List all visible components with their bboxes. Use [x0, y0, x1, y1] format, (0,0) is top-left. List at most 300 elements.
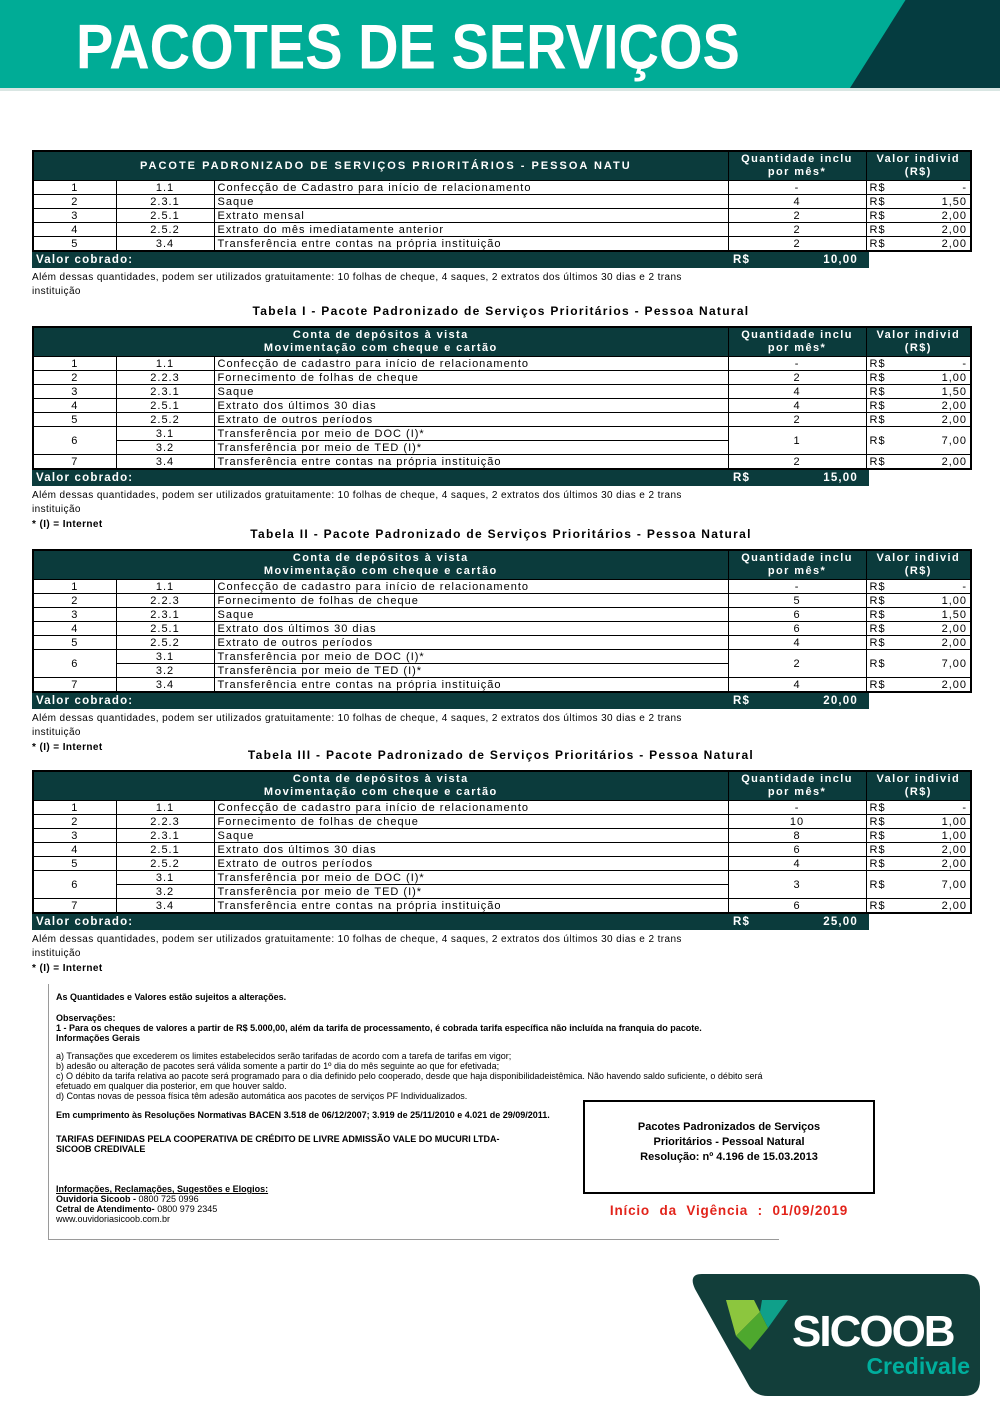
quantity-value: 2	[728, 650, 866, 678]
quantity-value: 2	[728, 371, 866, 385]
service-description: Transferência por meio de TED (I)*	[214, 664, 728, 678]
service-code: 2.3.1	[116, 608, 214, 622]
amount: 2,00	[941, 455, 968, 468]
resolution-box	[583, 1100, 875, 1194]
quantity-value: -	[728, 357, 866, 371]
service-code: 2.2.3	[116, 594, 214, 608]
service-code: 3.4	[116, 237, 214, 252]
valor-cobrado-bar	[32, 693, 869, 709]
table-row	[33, 594, 971, 608]
currency-symbol: R$	[869, 636, 886, 649]
valor-cobrado-label: Valor cobrado:	[36, 254, 134, 266]
unit-value	[866, 357, 971, 371]
service-description: Extrato dos últimos 30 dias	[214, 622, 728, 636]
amount: 2,00	[941, 843, 968, 856]
valor-cobrado-label: Valor cobrado:	[36, 472, 134, 484]
amount: 7,00	[941, 434, 968, 447]
currency-symbol: R$	[869, 181, 886, 194]
row-number: 7	[33, 899, 116, 914]
currency-symbol: R$	[869, 657, 886, 670]
service-code: 3.1	[116, 427, 214, 441]
footer-obs-title: Observações:	[56, 1013, 116, 1023]
table-row	[33, 622, 971, 636]
amount: 2,00	[941, 413, 968, 426]
unit-value	[866, 399, 971, 413]
unit-value	[866, 899, 971, 914]
valor-cobrado-label: Valor cobrado:	[36, 916, 134, 928]
header-line: Valor individ	[876, 152, 961, 165]
table-section-tabela-2	[32, 527, 970, 755]
table-header-row	[33, 771, 971, 801]
header-line: Quantidade inclu	[741, 328, 853, 341]
table-row	[33, 357, 971, 371]
service-description: Fornecimento de folhas de cheque	[214, 815, 728, 829]
currency-symbol: R$	[869, 622, 886, 635]
table-row	[33, 801, 971, 815]
service-description: Saque	[214, 829, 728, 843]
footer-contact-title: Informações, Reclamações, Sugestões e Elogios:	[56, 1184, 269, 1194]
currency-symbol: R$	[869, 195, 886, 208]
unit-value	[866, 829, 971, 843]
row-number: 7	[33, 678, 116, 693]
table-section-tabela-1	[32, 304, 970, 532]
table-row	[33, 223, 971, 237]
service-description: Extrato dos últimos 30 dias	[214, 399, 728, 413]
table-row	[33, 580, 971, 594]
row-number: 4	[33, 843, 116, 857]
table-row	[33, 427, 971, 441]
footer-tarifas-1: TARIFAS DEFINIDAS PELA COOPERATIVA DE CRÉDITO DE LIVRE ADMISSÃO VALE DO MUCURI LTDA-	[56, 1134, 500, 1144]
table-row	[33, 857, 971, 871]
unit-value	[866, 580, 971, 594]
amount: 2,00	[941, 636, 968, 649]
unit-value	[866, 636, 971, 650]
footer-item-a: a) Transações que excederem os limites estabelecidos serão tarifadas de acordo com a tarefa de tarifas em vigor;	[56, 1051, 512, 1061]
table-header-row	[33, 550, 971, 580]
table-row	[33, 385, 971, 399]
tariff-table	[32, 549, 972, 693]
quantity-value: 6	[728, 622, 866, 636]
unit-value	[866, 223, 971, 237]
row-number: 5	[33, 636, 116, 650]
service-code: 2.5.2	[116, 857, 214, 871]
row-number: 3	[33, 829, 116, 843]
quantity-value: 2	[728, 413, 866, 427]
currency-symbol: R$	[869, 815, 886, 828]
header-line: (R$)	[904, 166, 932, 178]
row-number: 2	[33, 815, 116, 829]
table-header-title	[33, 771, 728, 801]
unit-value	[866, 237, 971, 252]
currency-symbol: R$	[869, 223, 886, 236]
footer-item-c-cont: efetuado em qualquer dia posterior, em que houver saldo.	[56, 1081, 287, 1091]
table-title: Tabela III - Pacote Padronizado de Serviços Prioritários - Pessoa Natural	[247, 748, 755, 762]
amount: 1,00	[941, 371, 968, 384]
table-note: instituição	[32, 285, 81, 297]
footer-website: www.ouvidoriasicoob.com.br	[56, 1214, 171, 1224]
unit-value	[866, 371, 971, 385]
unit-value	[866, 209, 971, 223]
ouvidoria-phone: 0800 725 0996	[138, 1194, 199, 1204]
row-number: 6	[33, 650, 116, 678]
service-code: 3.2	[116, 441, 214, 455]
header-line: Valor individ	[876, 772, 961, 785]
table-section-summary	[32, 150, 970, 298]
row-number: 1	[33, 580, 116, 594]
valor-cobrado-amount: 10,00	[823, 254, 858, 266]
service-code: 2.5.2	[116, 413, 214, 427]
service-code: 2.5.1	[116, 622, 214, 636]
vigencia-text: Início da Vigência : 01/09/2019	[609, 1203, 849, 1218]
service-description: Saque	[214, 385, 728, 399]
service-description: Transferência por meio de DOC (I)*	[214, 650, 728, 664]
row-number: 7	[33, 455, 116, 470]
resolution-line-3: Resolução: nº 4.196 de 15.03.2013	[640, 1151, 818, 1163]
page-banner	[0, 0, 1000, 88]
service-code: 3.4	[116, 678, 214, 693]
currency-symbol: R$	[869, 843, 886, 856]
header-line: (R$)	[904, 342, 932, 354]
quantity-value: 5	[728, 594, 866, 608]
logo-brand-text: SICOOB	[792, 1307, 954, 1356]
service-description: Confecção de Cadastro para início de relacionamento	[214, 181, 728, 195]
row-number: 6	[33, 427, 116, 455]
footer-item-d: d) Contas novas de pessoa física têm adesão automática aos pacotes de serviços PF Individualizados.	[56, 1091, 468, 1101]
unit-value	[866, 843, 971, 857]
header-line: por mês*	[767, 565, 827, 577]
header-line: (R$)	[904, 565, 932, 577]
row-number: 1	[33, 181, 116, 195]
unit-value	[866, 181, 971, 195]
service-description: Transferência por meio de DOC (I)*	[214, 871, 728, 885]
header-line: Conta de depósitos à vista	[292, 551, 469, 564]
header-line: Conta de depósitos à vista	[292, 772, 469, 785]
quantity-column-header	[728, 550, 866, 580]
unit-value	[866, 857, 971, 871]
table-note: Além dessas quantidades, podem ser utilizados gratuitamente: 10 folhas de cheque, 4 saques, 2 extratos dos últimos 30 dias e 2 trans	[32, 272, 682, 283]
amount: 1,50	[941, 385, 968, 398]
header-line: Valor individ	[876, 551, 961, 564]
quantity-value: 4	[728, 385, 866, 399]
tariff-table	[32, 326, 972, 470]
banner-underline	[0, 88, 1000, 91]
sicoob-credivale-logo	[686, 1270, 984, 1402]
amount: 7,00	[941, 878, 968, 891]
header-line: Quantidade inclu	[741, 551, 853, 564]
header-line: (R$)	[904, 786, 932, 798]
header-line: por mês*	[767, 786, 827, 798]
footer-subject: As Quantidades e Valores estão sujeitos a alterações.	[56, 992, 287, 1002]
table-row	[33, 399, 971, 413]
currency-symbol: R$	[869, 899, 886, 912]
service-code: 2.2.3	[116, 815, 214, 829]
table-header-title	[33, 550, 728, 580]
currency-symbol: R$	[869, 801, 886, 814]
amount: -	[962, 357, 968, 370]
footer-bacen: Em cumprimento às Resoluções Normativas BACEN 3.518 de 06/12/2007; 3.919 de 25/11/2010 e 4.021 de 29/09/2011.	[56, 1110, 550, 1120]
table-note: instituição	[32, 503, 81, 515]
quantity-value: 6	[728, 608, 866, 622]
footer-item-c: c) O débito da tarifa relativa ao pacote será programado para o dia definido pelo cooperado, desde que haja disponibilidadeistêmica. Não havendo saldo suficiente, o débito será	[56, 1071, 763, 1081]
quantity-value: 4	[728, 399, 866, 413]
currency-symbol: R$	[869, 413, 886, 426]
quantity-value: 1	[728, 427, 866, 455]
internet-note: * (I) = Internet	[32, 742, 103, 753]
currency-symbol: R$	[869, 434, 886, 447]
service-code: 2.3.1	[116, 195, 214, 209]
table-row	[33, 843, 971, 857]
amount: 2,00	[941, 622, 968, 635]
footer-obs-1: 1 - Para os cheques de valores a partir de R$ 5.000,00, além da tarifa de processamento, é cobrada tarifa específica não incluída na franquia do pacote.	[56, 1023, 702, 1033]
quantity-value: 2	[728, 237, 866, 252]
header-line: Movimentação com cheque e cartão	[263, 565, 498, 577]
valor-cobrado-bar	[32, 252, 869, 268]
row-number: 5	[33, 857, 116, 871]
unit-value	[866, 608, 971, 622]
table-row	[33, 636, 971, 650]
table-note: instituição	[32, 726, 81, 738]
row-number: 2	[33, 371, 116, 385]
value-column-header	[866, 550, 971, 580]
currency-symbol: R$	[869, 209, 886, 222]
row-number: 4	[33, 399, 116, 413]
table-row	[33, 650, 971, 664]
service-code: 1.1	[116, 357, 214, 371]
central-phone: 0800 979 2345	[157, 1204, 218, 1214]
footer-tarifas-2: SICOOB CREDIVALE	[56, 1144, 146, 1154]
table-row	[33, 195, 971, 209]
currency-symbol: R$	[869, 608, 886, 621]
service-code: 1.1	[116, 580, 214, 594]
service-description: Fornecimento de folhas de cheque	[214, 594, 728, 608]
service-code: 3.2	[116, 885, 214, 899]
currency-symbol: R$	[869, 829, 886, 842]
currency-symbol: R$	[869, 385, 886, 398]
table-row	[33, 678, 971, 693]
row-number: 2	[33, 195, 116, 209]
quantity-value: 10	[728, 815, 866, 829]
row-number: 1	[33, 801, 116, 815]
service-description: Transferência entre contas na própria instituição	[214, 455, 728, 470]
header-line: por mês*	[767, 342, 827, 354]
header-line: PACOTE PADRONIZADO DE SERVIÇOS PRIORITÁRIOS - PESSOA NATU	[140, 160, 632, 172]
valor-cobrado-currency: R$	[733, 472, 751, 484]
table-header-row	[33, 327, 971, 357]
value-column-header	[866, 327, 971, 357]
header-line: Movimentação com cheque e cartão	[263, 342, 498, 354]
valor-cobrado-label: Valor cobrado:	[36, 695, 134, 707]
footer-item-b: b) adesão ou alteração de pacotes será válida somente a partir do 1º dia do mês seguinte ao que for efetivada;	[56, 1061, 500, 1071]
service-code: 2.5.1	[116, 399, 214, 413]
quantity-value: 4	[728, 678, 866, 693]
table-header-title	[33, 151, 728, 181]
amount: -	[962, 181, 967, 194]
amount: 2,00	[941, 399, 968, 412]
amount: -	[962, 580, 968, 593]
valor-cobrado-amount: 15,00	[823, 472, 858, 484]
service-description: Fornecimento de folhas de cheque	[214, 371, 728, 385]
service-description: Saque	[214, 195, 728, 209]
header-line: Conta de depósitos à vista	[292, 328, 469, 341]
table-row	[33, 455, 971, 470]
unit-value	[866, 678, 971, 693]
currency-symbol: R$	[869, 580, 886, 593]
value-column-header	[866, 151, 971, 181]
unit-value	[866, 427, 971, 455]
service-code: 2.5.1	[116, 209, 214, 223]
unit-value	[866, 801, 971, 815]
logo-sub-brand-text: Credivale	[866, 1353, 970, 1379]
service-code: 3.4	[116, 899, 214, 914]
currency-symbol: R$	[869, 357, 886, 370]
unit-value	[866, 455, 971, 470]
row-number: 6	[33, 871, 116, 899]
currency-symbol: R$	[869, 878, 886, 891]
service-code: 2.5.2	[116, 636, 214, 650]
unit-value	[866, 815, 971, 829]
amount: 2,00	[941, 209, 967, 222]
valor-cobrado-bar	[32, 914, 869, 930]
table-header-title	[33, 327, 728, 357]
service-code: 2.5.1	[116, 843, 214, 857]
row-number: 2	[33, 594, 116, 608]
service-description: Extrato de outros períodos	[214, 413, 728, 427]
table-note: Além dessas quantidades, podem ser utilizados gratuitamente: 10 folhas de cheque, 4 saques, 2 extratos dos últimos 30 dias e 2 trans	[32, 490, 682, 501]
row-number: 5	[33, 237, 116, 252]
unit-value	[866, 871, 971, 899]
service-code: 3.4	[116, 455, 214, 470]
amount: 2,00	[941, 899, 968, 912]
central-label: Cetral de Atendimento-	[56, 1204, 158, 1214]
quantity-value: 4	[728, 195, 866, 209]
header-line: Movimentação com cheque e cartão	[263, 786, 498, 798]
table-row	[33, 815, 971, 829]
service-description: Transferência por meio de DOC (I)*	[214, 427, 728, 441]
service-description: Extrato dos últimos 30 dias	[214, 843, 728, 857]
table-row	[33, 181, 971, 195]
service-description: Extrato de outros períodos	[214, 857, 728, 871]
amount: 1,00	[941, 815, 968, 828]
service-description: Extrato mensal	[214, 209, 728, 223]
table-title: Tabela I - Pacote Padronizado de Serviços Prioritários - Pessoa Natural	[252, 304, 750, 318]
unit-value	[866, 594, 971, 608]
valor-cobrado-amount: 25,00	[823, 916, 858, 928]
currency-symbol: R$	[869, 857, 886, 870]
tariff-table	[32, 150, 972, 252]
unit-value	[866, 385, 971, 399]
table-header-row	[33, 151, 971, 181]
internet-note: * (I) = Internet	[32, 963, 103, 974]
quantity-value: 2	[728, 455, 866, 470]
amount: 1,00	[941, 594, 968, 607]
header-line: por mês*	[767, 166, 827, 178]
resolution-line-1: Pacotes Padronizados de Serviços	[637, 1121, 821, 1133]
service-description: Confecção de cadastro para início de relacionamento	[214, 357, 728, 371]
currency-symbol: R$	[869, 594, 886, 607]
ouvidoria-label: Ouvidoria Sicoob -	[56, 1194, 139, 1204]
service-description: Saque	[214, 608, 728, 622]
service-description: Extrato do mês imediatamente anterior	[214, 223, 728, 237]
amount: 2,00	[941, 678, 968, 691]
service-code: 3.1	[116, 650, 214, 664]
quantity-value: -	[728, 801, 866, 815]
amount: -	[962, 801, 968, 814]
row-number: 3	[33, 209, 116, 223]
service-description: Extrato de outros períodos	[214, 636, 728, 650]
table-note: Além dessas quantidades, podem ser utilizados gratuitamente: 10 folhas de cheque, 4 saques, 2 extratos dos últimos 30 dias e 2 trans	[32, 934, 682, 945]
internet-note: * (I) = Internet	[32, 519, 103, 530]
unit-value	[866, 650, 971, 678]
table-row	[33, 209, 971, 223]
table-row	[33, 829, 971, 843]
amount: 1,50	[941, 608, 968, 621]
amount: 1,50	[941, 195, 967, 208]
unit-value	[866, 413, 971, 427]
service-code: 3.2	[116, 664, 214, 678]
footer-info-gerais: Informações Gerais	[56, 1033, 141, 1043]
header-line: Quantidade inclu	[741, 772, 853, 785]
table-row	[33, 871, 971, 885]
row-number: 3	[33, 608, 116, 622]
service-code: 2.5.2	[116, 223, 214, 237]
service-description: Transferência entre contas na própria instituição	[214, 237, 728, 252]
unit-value	[866, 622, 971, 636]
quantity-column-header	[728, 771, 866, 801]
row-number: 1	[33, 357, 116, 371]
currency-symbol: R$	[869, 455, 886, 468]
table-row	[33, 608, 971, 622]
quantity-value: 4	[728, 857, 866, 871]
service-description: Transferência por meio de TED (I)*	[214, 885, 728, 899]
currency-symbol: R$	[869, 237, 886, 250]
table-note: instituição	[32, 947, 81, 959]
amount: 7,00	[941, 657, 968, 670]
row-number: 4	[33, 223, 116, 237]
table-note: Além dessas quantidades, podem ser utilizados gratuitamente: 10 folhas de cheque, 4 saques, 2 extratos dos últimos 30 dias e 2 trans	[32, 713, 682, 724]
quantity-value: 6	[728, 843, 866, 857]
quantity-value: -	[728, 181, 866, 195]
currency-symbol: R$	[869, 371, 886, 384]
table-section-tabela-3	[32, 748, 970, 976]
currency-symbol: R$	[869, 399, 886, 412]
service-code: 2.2.3	[116, 371, 214, 385]
quantity-value: 8	[728, 829, 866, 843]
currency-symbol: R$	[869, 678, 886, 691]
page-title: PACOTES DE SERVIÇOS	[76, 11, 740, 83]
resolution-line-2: Prioritários - Pessoal Natural	[653, 1136, 805, 1148]
banner-corner-shape	[850, 0, 1000, 88]
row-number: 5	[33, 413, 116, 427]
quantity-value: -	[728, 580, 866, 594]
service-code: 2.3.1	[116, 385, 214, 399]
quantity-value: 3	[728, 871, 866, 899]
row-number: 4	[33, 622, 116, 636]
valor-cobrado-amount: 20,00	[823, 695, 858, 707]
service-code: 2.3.1	[116, 829, 214, 843]
tariff-table	[32, 770, 972, 914]
value-column-header	[866, 771, 971, 801]
quantity-value: 2	[728, 209, 866, 223]
amount: 1,00	[941, 829, 968, 842]
table-title: Tabela II - Pacote Padronizado de Serviços Prioritários - Pessoa Natural	[250, 527, 752, 541]
header-line: Quantidade inclu	[741, 152, 853, 165]
table-row	[33, 899, 971, 914]
amount: 2,00	[941, 223, 967, 236]
quantity-value: 4	[728, 636, 866, 650]
service-code: 1.1	[116, 801, 214, 815]
table-row	[33, 413, 971, 427]
service-description: Transferência entre contas na própria instituição	[214, 678, 728, 693]
